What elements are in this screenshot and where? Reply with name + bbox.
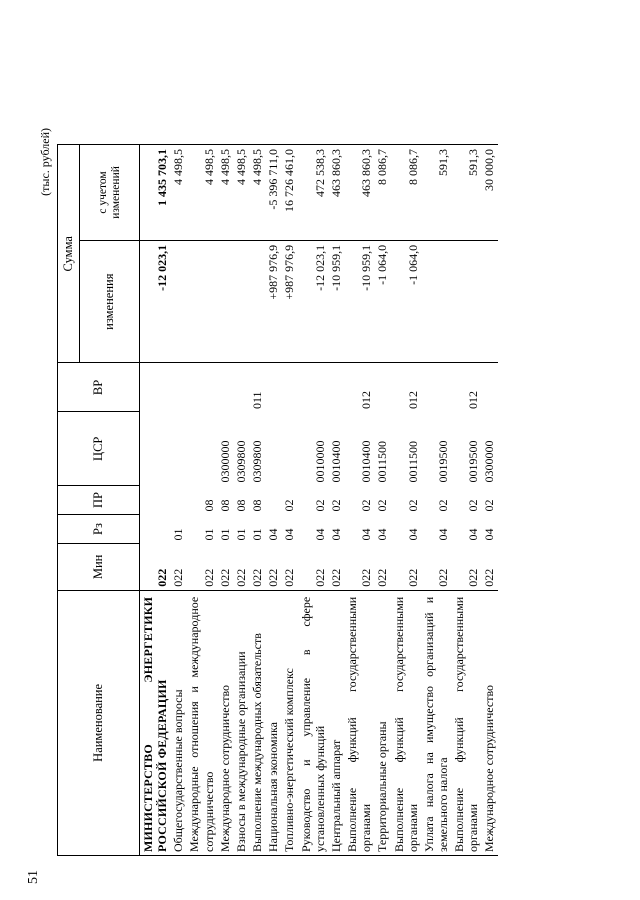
row-total: 1 435 703,1: [140, 145, 171, 241]
row-total: 8 086,7: [391, 145, 421, 241]
row-name: Международное сотрудничество: [481, 590, 497, 855]
row-changes: -10 959,1: [328, 240, 344, 363]
row-rz: 04: [312, 528, 327, 541]
row-csr: [281, 412, 297, 486]
row-name: Выполнение функций государственными органами: [344, 590, 374, 855]
row-pr: 02: [435, 499, 450, 512]
row-name: Территориальные органы: [374, 590, 390, 855]
header-vr: ВР: [58, 363, 140, 412]
row-name: Национальная экономика: [265, 590, 281, 855]
row-csr: [265, 412, 281, 486]
row-vr: [328, 363, 344, 412]
row-vr: [281, 363, 297, 412]
row-pr: 02: [405, 499, 420, 512]
row-min: 022: [375, 568, 390, 587]
row-min: 022: [171, 568, 186, 587]
row-rz: [140, 515, 171, 544]
row-min: 022: [266, 568, 281, 587]
header-sum: Сумма: [58, 145, 80, 363]
row-rz: 04: [328, 528, 343, 541]
row-changes: [481, 240, 497, 363]
row-total: 4 498,5: [233, 145, 249, 241]
row-name: Международное сотрудничество: [217, 590, 233, 855]
row-rz: 04: [359, 528, 374, 541]
row-vr: [217, 363, 233, 412]
row-rz: 04: [266, 528, 281, 541]
row-pr: 02: [282, 499, 297, 512]
header-name: Наименование: [58, 590, 140, 855]
row-pr: 08: [201, 499, 216, 512]
row-total: 463 860,3: [344, 145, 374, 241]
row-min: 022: [282, 568, 297, 587]
row-total: 4 498,5: [249, 145, 265, 241]
row-total: 16 726 461,0: [281, 145, 297, 241]
row-name: Международные отношения и международное сотрудничество: [186, 590, 216, 855]
table-row: [249, 145, 265, 856]
row-pr: 08: [250, 499, 265, 512]
row-name: Уплата налога на имущество организаций и земельного налога: [421, 590, 451, 855]
row-csr: 0300000: [482, 440, 497, 483]
row-csr: 0019500: [466, 440, 481, 483]
row-rz: 04: [282, 528, 297, 541]
table-row: [344, 145, 374, 856]
row-min: 022: [233, 568, 248, 587]
row-changes: -10 959,1: [344, 240, 374, 363]
row-total: 4 498,5: [217, 145, 233, 241]
row-changes: [249, 240, 265, 363]
row-vr: 012: [391, 363, 421, 412]
row-csr: 0011500: [375, 440, 390, 483]
units-note: (тыс. рублей): [38, 128, 52, 196]
row-changes: [186, 240, 216, 363]
row-rz: 04: [375, 528, 390, 541]
row-vr: [481, 363, 497, 412]
row-total: 4 498,5: [170, 145, 186, 241]
table-row: [265, 145, 281, 856]
row-vr: [186, 363, 216, 412]
row-changes: [217, 240, 233, 363]
row-total: -5 396 711,0: [265, 145, 281, 241]
header-rz: Рз: [58, 515, 140, 544]
row-min: 022: [250, 568, 265, 587]
row-csr: 0011500: [405, 440, 420, 483]
row-vr: [140, 363, 171, 412]
row-changes: -1 064,0: [374, 240, 390, 363]
row-csr: 0010000: [312, 440, 327, 483]
row-total: 8 086,7: [374, 145, 390, 241]
row-rz: 04: [405, 528, 420, 541]
row-name: Взносы в международные организации: [233, 590, 249, 855]
row-min: 022: [482, 568, 497, 587]
table-row: [233, 145, 249, 856]
row-csr: 0010400: [359, 440, 374, 483]
row-rz: 04: [466, 528, 481, 541]
row-total: 30 000,0: [481, 145, 497, 241]
row-pr: [140, 486, 171, 515]
row-pr: 02: [328, 499, 343, 512]
row-total: 472 538,3: [298, 145, 328, 241]
table-row: [421, 145, 451, 856]
row-vr: [265, 363, 281, 412]
row-total: 4 498,5: [186, 145, 216, 241]
row-name: Выполнение международных обязательств: [249, 590, 265, 855]
budget-table: [57, 144, 498, 856]
row-changes: [170, 240, 186, 363]
row-total: 591,3: [451, 145, 481, 241]
row-csr: [186, 412, 216, 486]
table-row: [391, 145, 421, 856]
row-min: 022: [312, 568, 327, 587]
row-min: 022: [466, 568, 481, 587]
row-min: 022: [201, 568, 216, 587]
row-min: 022: [328, 568, 343, 587]
row-rz: 01: [171, 528, 186, 541]
header-changes: изменения: [80, 240, 140, 363]
row-name: МИНИСТЕРСТВО ЭНЕРГЕТИКИ РОССИЙСКОЙ ФЕДЕРАЦИИ: [140, 590, 171, 855]
row-csr: [140, 412, 171, 486]
row-vr: 012: [344, 363, 374, 412]
row-csr: [170, 412, 186, 486]
row-rz: 01: [233, 528, 248, 541]
row-changes: +987 976,9: [281, 240, 297, 363]
row-total: 463 860,3: [328, 145, 344, 241]
table-row: [481, 145, 497, 856]
header-with-changes: с учетом изменений: [80, 145, 140, 241]
row-min: 022: [435, 568, 450, 587]
row-vr: [298, 363, 328, 412]
row-csr: 0019500: [435, 440, 450, 483]
row-rz: 04: [482, 528, 497, 541]
row-vr: 011: [249, 363, 265, 412]
table-row: [451, 145, 481, 856]
row-vr: [421, 363, 451, 412]
row-rz: 04: [435, 528, 450, 541]
row-pr: [170, 486, 186, 515]
row-pr: 02: [312, 499, 327, 512]
row-changes: +987 976,9: [265, 240, 281, 363]
row-vr: [233, 363, 249, 412]
header-min: Мин: [58, 543, 140, 590]
row-changes: [421, 240, 451, 363]
table-row: [186, 145, 216, 856]
table-row: [298, 145, 328, 856]
table-row: [328, 145, 344, 856]
row-csr: 0309800: [233, 440, 248, 483]
row-pr: [265, 486, 281, 515]
header-pr: ПР: [58, 486, 140, 515]
row-min: 022: [155, 568, 170, 587]
page-number: 51: [26, 870, 41, 884]
row-changes: -1 064,0: [391, 240, 421, 363]
row-pr: 08: [217, 499, 232, 512]
row-rz: 01: [217, 528, 232, 541]
row-name: Руководство и управление в сфере установленных функций: [298, 590, 328, 855]
row-name: Выполнение функций государственными органами: [451, 590, 481, 855]
row-vr: 012: [451, 363, 481, 412]
row-name: Выполнение функций государственными органами: [391, 590, 421, 855]
table-row: [374, 145, 390, 856]
row-rz: 01: [201, 528, 216, 541]
table-row: [140, 145, 171, 856]
row-min: 022: [359, 568, 374, 587]
row-pr: 08: [233, 499, 248, 512]
row-csr: 0010400: [328, 440, 343, 483]
row-vr: [170, 363, 186, 412]
row-min: 022: [405, 568, 420, 587]
row-name: Общегосударственные вопросы: [170, 590, 186, 855]
row-csr: 0300000: [217, 440, 232, 483]
row-min: 022: [217, 568, 232, 587]
row-pr: 02: [359, 499, 374, 512]
row-pr: 02: [375, 499, 390, 512]
table-row: [281, 145, 297, 856]
row-csr: 0309800: [250, 440, 265, 483]
row-name: Топливно-энергетический комплекс: [281, 590, 297, 855]
row-pr: 02: [466, 499, 481, 512]
row-changes: [451, 240, 481, 363]
row-name: Центральный аппарат: [328, 590, 344, 855]
row-vr: [374, 363, 390, 412]
table-row: [217, 145, 233, 856]
row-total: 591,3: [421, 145, 451, 241]
table-row: [170, 145, 186, 856]
header-csr: ЦСР: [58, 412, 140, 486]
row-changes: -12 023,1: [298, 240, 328, 363]
row-changes: -12 023,1: [140, 240, 171, 363]
row-pr: 02: [482, 499, 497, 512]
row-rz: 01: [250, 528, 265, 541]
row-changes: [233, 240, 249, 363]
